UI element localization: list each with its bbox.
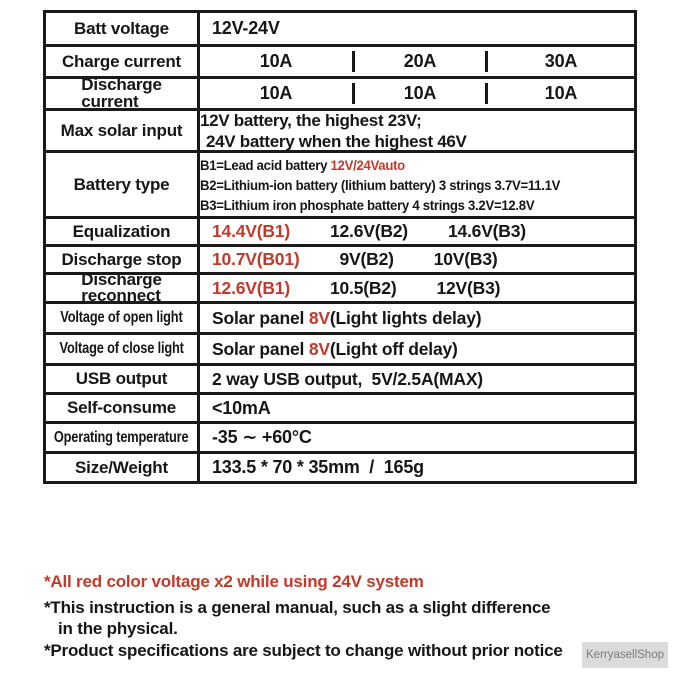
close-light-voltage: 8V: [308, 338, 330, 359]
table-row-usb-output: [46, 363, 634, 392]
battery-type-b2: B2=Lithium-ion battery (lithium battery) 3 strings 3.7V=11.1V: [200, 176, 561, 193]
charge-current-10a: 10A: [259, 51, 293, 71]
row-label: Voltage of close light: [46, 335, 200, 363]
row-value: [200, 79, 634, 108]
seller-watermark: KerryasellShop: [582, 642, 668, 668]
row-value: 2 way USB output, 5V/2.5A(MAX): [212, 368, 483, 389]
row-value: [200, 219, 634, 244]
table-row-batt-voltage: [46, 13, 634, 44]
row-label-text: Discharge reconnect: [81, 269, 162, 305]
row-label: Size/Weight: [46, 454, 200, 481]
row-label: [46, 75, 200, 111]
close-light-pre: Solar panel: [212, 338, 309, 359]
discharge-stop-b2: 9V(B2): [339, 249, 394, 269]
battery-type-b1: B1=Lead acid battery 12V/24Vauto: [200, 156, 405, 173]
equalization-b2: 12.6V(B2): [329, 221, 408, 241]
max-solar-line2: 24V battery when the highest 46V: [206, 131, 467, 151]
table-row-discharge-current: [46, 75, 634, 111]
row-value: [200, 275, 634, 301]
row-label: [46, 269, 200, 305]
battery-type-lines: [200, 155, 560, 215]
discharge-reconnect-b3: 12V(B3): [436, 277, 501, 298]
row-label: USB output: [46, 366, 200, 392]
row-label: Batt voltage: [46, 13, 200, 44]
row-label: Voltage of open light: [46, 304, 200, 332]
battery-type-b3: B3=Lithium iron phosphate battery 4 strings 3.2V=12.8V: [200, 196, 535, 213]
table-row-battery-type: [46, 150, 634, 216]
row-value: [200, 111, 634, 150]
row-value: [200, 304, 634, 332]
discharge-stop-b3: 10V(B3): [433, 249, 498, 269]
equalization-b3: 14.6V(B3): [447, 221, 526, 241]
max-solar-line1: 12V battery, the highest 23V;: [200, 110, 422, 130]
table-row-charge-current: [46, 44, 634, 76]
equalization-b1: 14.4V(B1): [212, 221, 290, 241]
discharge-current-2: 10A: [352, 83, 485, 104]
table-row-discharge-reconnect: [46, 269, 634, 305]
row-value: [200, 247, 634, 272]
row-value: -35 ∼ +60°C: [212, 427, 312, 447]
row-label: Self-consume: [46, 395, 200, 421]
open-light-post: (Light lights delay): [329, 307, 482, 328]
row-label: Battery type: [46, 153, 200, 216]
table-row-equalization: [46, 216, 634, 244]
row-label: Equalization: [46, 219, 200, 244]
table-row-self-consume: [46, 392, 634, 421]
battery-type-b1-red: 12V/24Vauto: [330, 156, 405, 173]
note-general-manual-line2: in the physical.: [58, 619, 178, 638]
row-value: 133.5 * 70 * 35mm / 165g: [212, 457, 424, 477]
row-value: 12V-24V: [212, 18, 280, 38]
note-specifications-change: *Product specifications are subject to change without prior notice: [44, 641, 563, 660]
discharge-stop-b1: 10.7V(B01): [212, 249, 300, 269]
discharge-reconnect-b1: 12.6V(B1): [212, 277, 290, 298]
table-row-size-weight: [46, 451, 634, 481]
row-value: [200, 153, 634, 216]
close-light-post: (Light off delay): [329, 338, 458, 359]
row-value: [200, 47, 634, 76]
row-label: Discharge stop: [46, 247, 200, 272]
open-light-pre: Solar panel: [212, 307, 309, 328]
discharge-reconnect-b2: 10.5(B2): [329, 277, 397, 298]
table-row-open-light-voltage: [46, 301, 634, 332]
footnotes: [44, 571, 563, 661]
row-label: Max solar input: [46, 111, 200, 150]
row-label: Operating temperature: [46, 424, 200, 451]
table-row-close-light-voltage: [46, 332, 634, 363]
table-row-operating-temperature: [46, 421, 634, 451]
row-value: <10mA: [212, 397, 271, 418]
row-value: [200, 335, 634, 363]
open-light-voltage: 8V: [308, 307, 330, 328]
row-label: Charge current: [46, 47, 200, 76]
note-red-voltage: *All red color voltage x2 while using 24V system: [44, 572, 424, 591]
discharge-current-3: 10A: [485, 83, 634, 104]
specification-table: [43, 10, 637, 484]
table-row-discharge-stop: [46, 244, 634, 272]
table-row-max-solar-input: [46, 108, 634, 150]
discharge-current-1: 10A: [259, 83, 293, 103]
charge-current-20a: 20A: [352, 51, 485, 72]
note-general-manual-line1: *This instruction is a general manual, such as a slight difference: [44, 598, 551, 617]
charge-current-30a: 30A: [485, 51, 634, 72]
row-label-text: Discharge current: [81, 75, 162, 111]
